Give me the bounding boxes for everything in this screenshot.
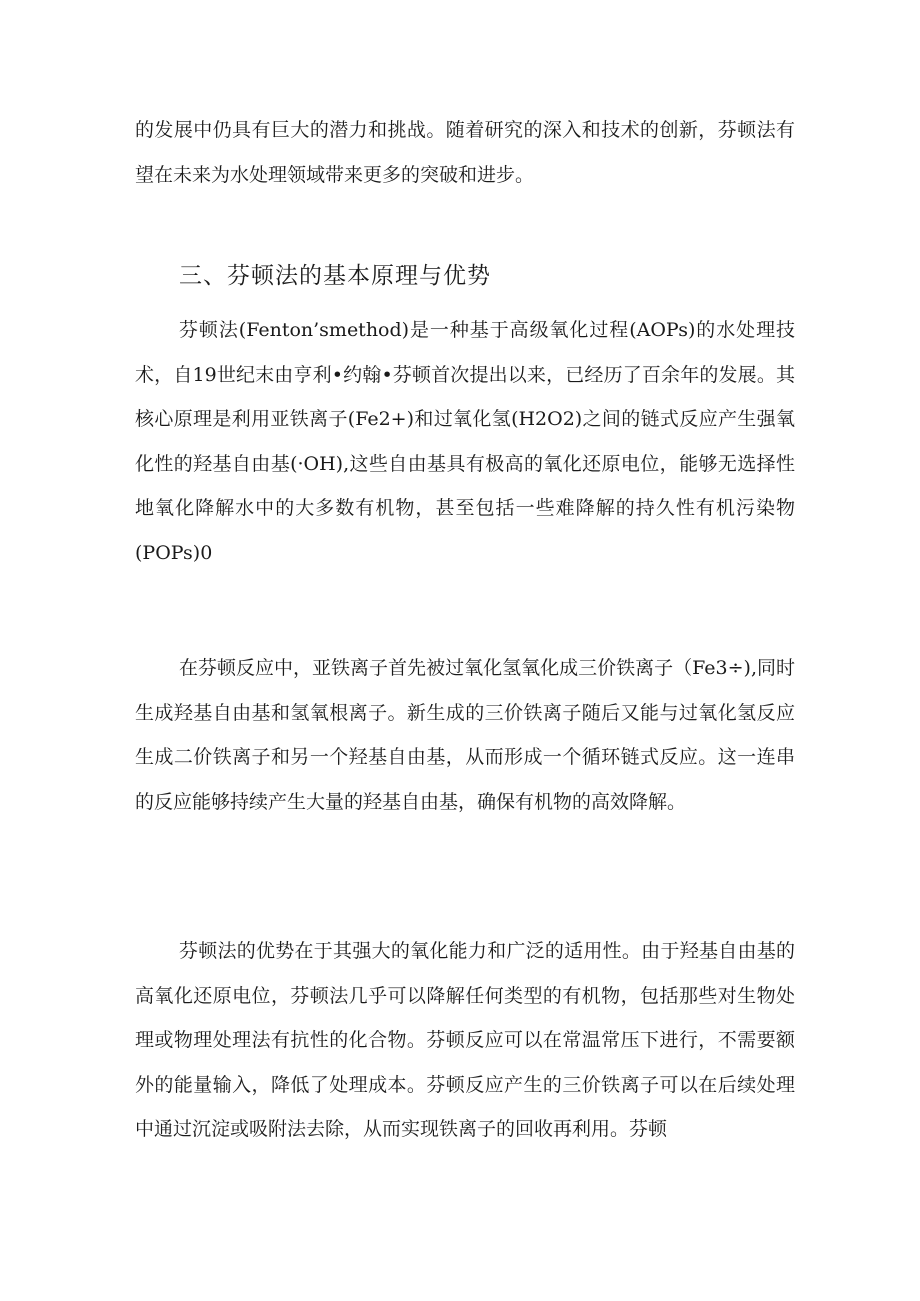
intro-paragraph: 的发展中仍具有巨大的潜力和挑战。随着研究的深入和技术的创新，芬顿法有望在未来为水处理领域带来更多的突破和进步。 [135,119,795,186]
reaction-paragraph: 在芬顿反应中，亚铁离子首先被过氧化氢氧化成三价铁离子（Fe3÷),同时生成羟基自由基和氢氧根离子。新生成的三价铁离子随后又能与过氧化氢反应生成二价铁离子和另一个羟基自由基，从而形成一个循环链式反应。这一连串的反应能够持续产生大量的羟基自由基，确保有机物的高效降解。 [135,657,795,813]
section-heading: 三、芬顿法的基本原理与优势 [179,263,491,289]
advantage-paragraph: 芬顿法的优势在于其强大的氧化能力和广泛的适用性。由于羟基自由基的高氧化还原电位，芬顿法几乎可以降解任何类型的有机物，包括那些对生物处理或物理处理法有抗性的化合物。芬顿反应可以在常温常压下进行，不需要额外的能量输入，降低了处理成本。芬顿反应产生的三价铁离子可以在后续处理中通过沉淀或吸附法去除，从而实现铁离子的回收再利用。芬顿 [135,940,795,1140]
principle-paragraph: 芬顿法(Fenton’smethod)是一种基于高级氧化过程(AOPs)的水处理技术，自19世纪末由亨利•约翰•芬顿首次提出以来，已经历了百余年的发展。其核心原理是利用亚铁离子(Fe2+)和过氧化氢(H2O2)之间的链式反应产生强氧化性的羟基自由基(·OH),这些自由基具有极高的氧化还原电位，能够无选择性地氧化降解水中的大多数有机物，甚至包括一些难降解的持久性有机污染物(POPs)0 [135,319,795,564]
